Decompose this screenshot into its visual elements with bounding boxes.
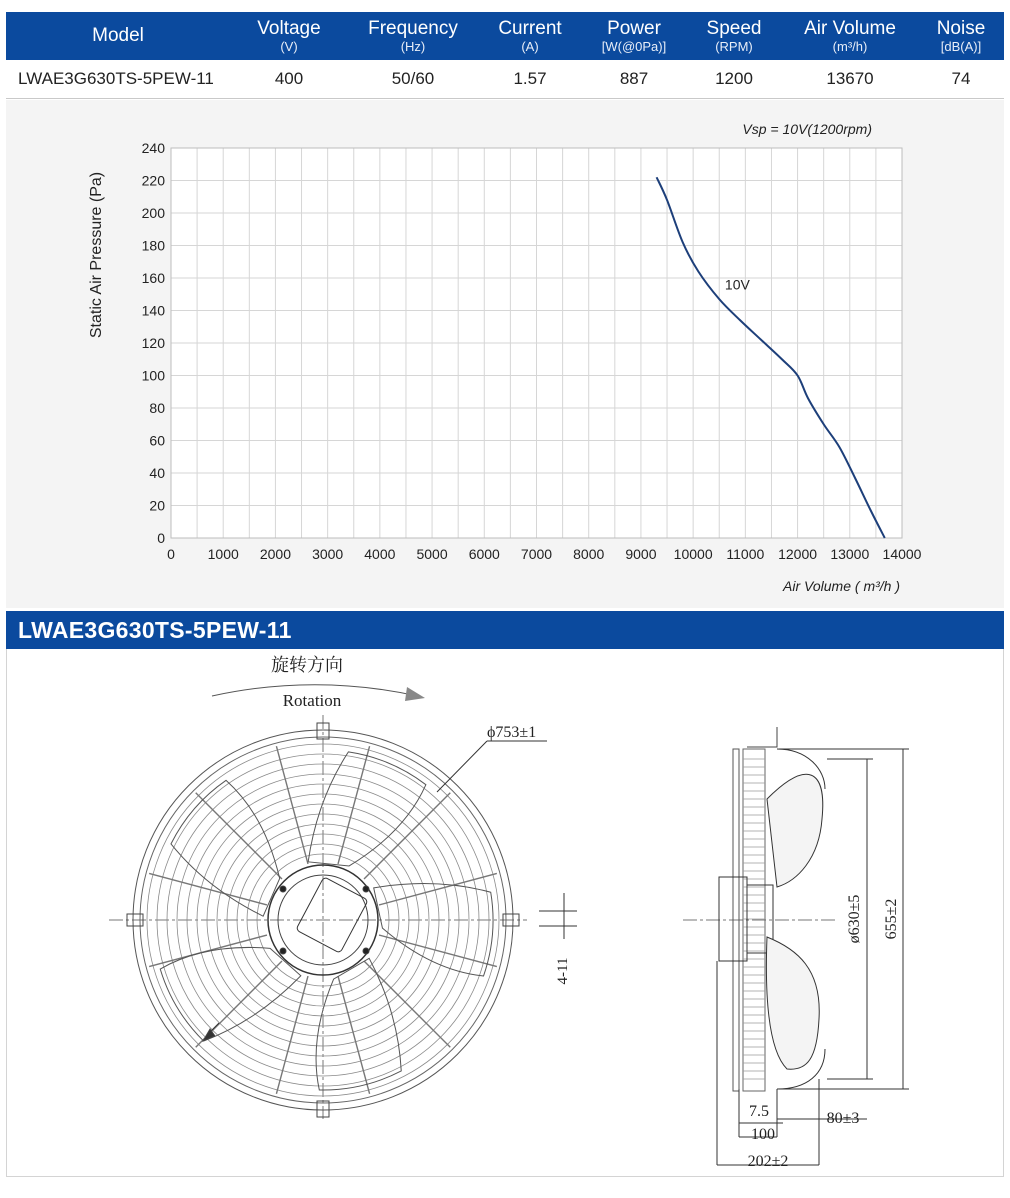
cell-model: LWAE3G630TS-5PEW-11 — [6, 60, 230, 99]
header-current — [478, 12, 582, 60]
overall-diameter-dimension: 655±2 — [883, 898, 900, 940]
header-unit: [W(@0Pa)] — [601, 38, 667, 54]
cell-current: 1.57 — [478, 60, 582, 99]
guard-spoke — [196, 793, 282, 879]
x-tick-label: 11000 — [726, 546, 765, 562]
y-tick-label: 0 — [157, 530, 165, 546]
header-label: Air Volume — [804, 17, 896, 39]
header-air-volume — [782, 12, 918, 60]
x-tick-label: 14000 — [882, 546, 922, 562]
x-tick-label: 4000 — [364, 546, 396, 562]
y-tick-label: 240 — [141, 140, 165, 156]
rotation-label-en: Rotation — [282, 691, 342, 710]
x-axis-label: Air Volume ( m³/h ) — [783, 578, 900, 594]
cell-speed: 1200 — [686, 60, 782, 99]
rotation-label-cn: 旋转方向 — [271, 655, 343, 675]
header-unit: (Hz) — [400, 38, 426, 54]
impeller-diameter-dimension: ø630±5 — [846, 894, 863, 944]
fan-blade — [308, 752, 426, 866]
series-label-10v: 10V — [724, 276, 750, 293]
rotation-arrowhead-icon — [405, 687, 425, 701]
x-tick-label: 5000 — [416, 546, 448, 562]
header-label: Speed — [706, 17, 762, 39]
cell-noise: 74 — [918, 60, 1004, 99]
x-tick-label: 9000 — [625, 546, 657, 562]
technical-drawing — [7, 649, 1003, 1177]
terminal-box — [296, 877, 368, 953]
header-noise — [918, 12, 1004, 60]
y-tick-label: 20 — [149, 497, 165, 514]
cell-frequency: 50/60 — [348, 60, 478, 99]
fan-blade — [316, 958, 401, 1090]
blade-lower — [766, 937, 819, 1069]
header-label: Power — [607, 17, 661, 39]
y-tick-label: 100 — [141, 367, 165, 384]
header-unit: [dB(A)] — [940, 38, 982, 54]
header-label: Current — [498, 17, 562, 39]
y-axis-label: Static Air Pressure (Pa) — [88, 171, 105, 339]
x-tick-label: 3000 — [312, 546, 344, 562]
y-tick-label: 160 — [141, 270, 165, 286]
blade-upper — [767, 774, 823, 887]
overall-depth-dimension: 202±2 — [747, 1153, 789, 1170]
y-tick-label: 40 — [149, 465, 165, 481]
header-label: Noise — [936, 17, 986, 39]
x-tick-label: 10000 — [673, 546, 713, 562]
header-label: Frequency — [368, 17, 458, 39]
mount-bolt — [363, 886, 369, 892]
x-tick-label: 2000 — [259, 546, 292, 562]
y-tick-label: 120 — [141, 335, 165, 351]
spec-header-row — [6, 12, 1004, 60]
performance-chart-panel — [6, 100, 1004, 608]
header-model — [6, 12, 230, 60]
motor-offset-dimension: 100 — [751, 1126, 775, 1143]
cell-power: 887 — [582, 60, 686, 99]
y-tick-label: 140 — [141, 302, 165, 319]
drawing-banner — [6, 611, 1004, 649]
y-tick-label: 220 — [141, 172, 165, 189]
cell-air-volume: 13670 — [782, 60, 918, 99]
header-power — [582, 12, 686, 60]
x-tick-label: 12000 — [778, 546, 818, 562]
guard-spoke — [364, 793, 450, 879]
guard-spoke — [149, 873, 267, 905]
header-voltage — [230, 12, 348, 60]
header-unit: (RPM) — [715, 38, 753, 54]
fan-side-view — [683, 727, 837, 1091]
y-tick-label: 200 — [141, 205, 165, 221]
guard-spoke — [338, 976, 370, 1094]
drawing-title: LWAE3G630TS-5PEW-11 — [18, 617, 292, 643]
x-tick-label: 13000 — [830, 546, 870, 562]
header-unit: (A) — [521, 38, 539, 54]
x-tick-label: 1000 — [207, 546, 239, 562]
x-tick-label: 8000 — [573, 546, 605, 562]
guard-side-lines — [743, 759, 765, 1079]
technical-drawing-panel — [6, 649, 1004, 1177]
outer-diameter-leader — [437, 741, 487, 792]
header-speed — [686, 12, 782, 60]
spec-data-row — [6, 60, 1004, 99]
performance-chart — [6, 100, 1004, 608]
x-tick-label: 6000 — [468, 546, 500, 562]
fan-front-view — [109, 715, 527, 1119]
spec-table — [6, 12, 1004, 99]
guard-spoke — [338, 746, 370, 864]
mount-bolt — [280, 948, 286, 954]
blade-depth-dimension: 80±3 — [826, 1110, 860, 1127]
hole-dimension: 4-11 — [555, 957, 571, 985]
top-bracket — [747, 727, 777, 747]
header-unit: (m³/h) — [832, 38, 868, 54]
x-tick-label: 7000 — [520, 546, 553, 562]
cell-voltage: 400 — [230, 60, 348, 99]
y-tick-label: 180 — [141, 237, 165, 254]
chart-title: Vsp = 10V(1200rpm) — [742, 121, 872, 137]
guard-spoke — [276, 746, 308, 864]
header-label: Voltage — [257, 17, 321, 39]
y-tick-label: 60 — [149, 432, 165, 449]
header-unit: (V) — [280, 38, 298, 54]
mount-bolt — [363, 948, 369, 954]
y-tick-label: 80 — [149, 400, 165, 416]
x-tick-label: 0 — [167, 546, 175, 562]
header-label: Model — [92, 25, 144, 46]
fan-blade — [171, 780, 280, 916]
outer-diameter-dimension: ϕ753±1 — [487, 724, 537, 741]
guard-offset-dimension: 7.5 — [749, 1103, 769, 1120]
fan-blade — [374, 883, 493, 976]
header-frequency — [348, 12, 478, 60]
mount-bolt — [280, 886, 286, 892]
